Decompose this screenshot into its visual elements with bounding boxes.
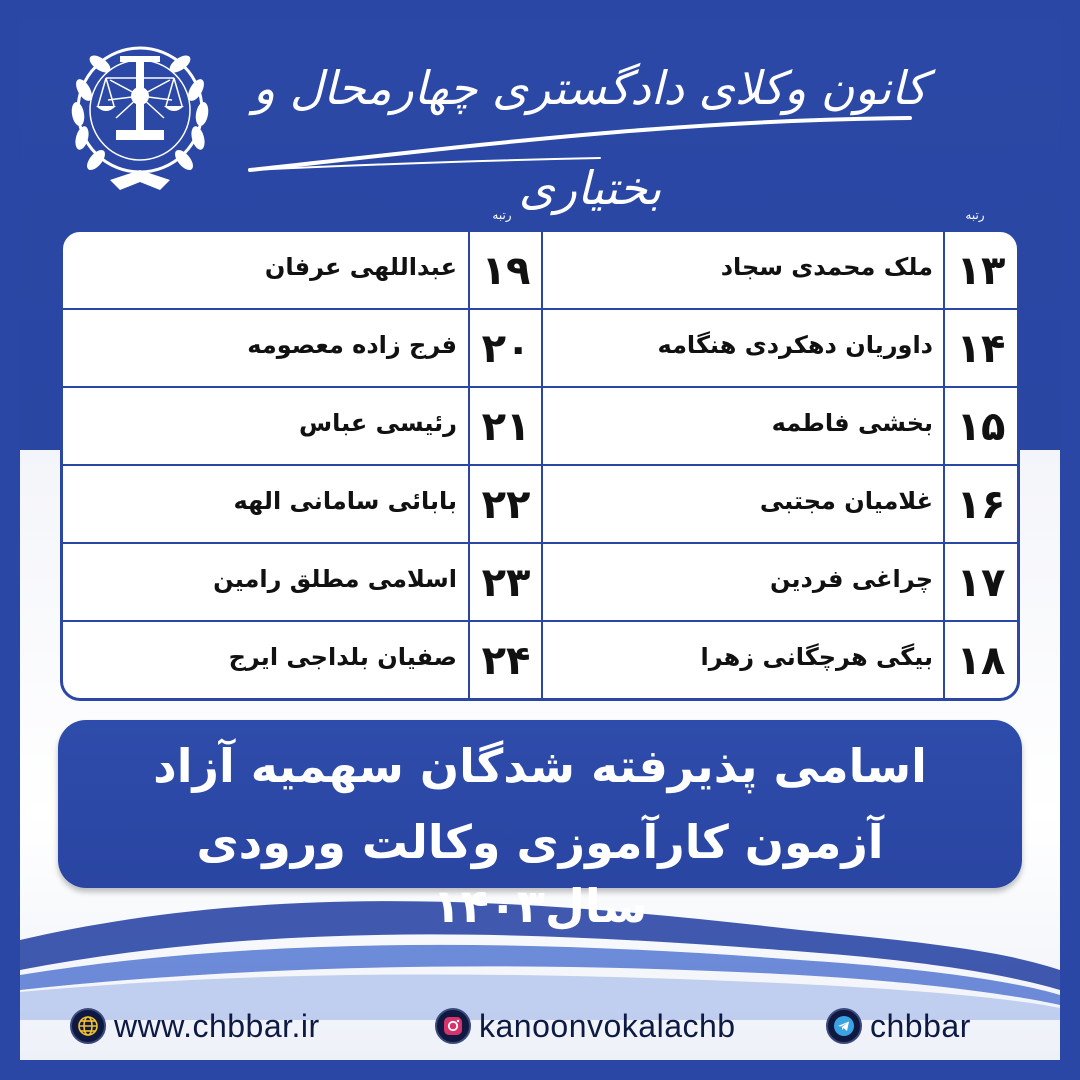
title-underline-swoosh [240, 110, 920, 180]
telegram-icon [826, 1008, 862, 1044]
frame-right [1060, 0, 1080, 1080]
rank-number: ۲۲ [481, 482, 531, 528]
rank-number: ۲۳ [481, 560, 531, 606]
frame-top [0, 0, 1080, 20]
candidate-name: غلامیان مجتبی [759, 487, 933, 515]
rank-header-left: رتبه [492, 208, 512, 222]
table-row [63, 310, 1017, 388]
candidate-name: عبداللهی عرفان [264, 253, 457, 281]
candidate-name: فرج زاده معصومه [247, 331, 457, 359]
candidate-name: صفیان بلداجی ایرج [228, 643, 457, 671]
column-divider [468, 232, 470, 698]
website-text: www.chbbar.ir [114, 1007, 320, 1044]
candidate-name: داوریان دهکردی هنگامه [657, 331, 933, 359]
candidate-name: اسلامی مطلق رامین [213, 565, 457, 593]
table-row [63, 622, 1017, 700]
headline-line-2: آزمون کارآموزی وکالت ورودی سال۱۴۰۳ [196, 815, 884, 933]
rank-number: ۱۷ [956, 560, 1006, 606]
headline-box [58, 720, 1022, 933]
rank-number: ۱۵ [956, 404, 1006, 450]
column-divider [943, 232, 945, 698]
accepted-list-table [60, 229, 1020, 701]
column-divider [541, 232, 543, 698]
rank-number: ۲۱ [481, 404, 531, 450]
candidate-name: بابائی سامانی الهه [233, 487, 457, 515]
frame-bottom [0, 1060, 1080, 1080]
rank-number: ۱۸ [956, 638, 1006, 684]
instagram-icon [435, 1008, 471, 1044]
table-row [63, 388, 1017, 466]
candidate-name: رئیسی عباس [298, 409, 457, 437]
rank-number: ۱۴ [956, 326, 1006, 372]
headline-line-1: اسامی پذیرفته شدگان سهمیه آزاد [153, 739, 927, 793]
rank-number: ۱۶ [956, 482, 1006, 528]
rank-number: ۲۰ [481, 326, 531, 372]
telegram-link[interactable] [826, 1004, 971, 1048]
scales-of-justice-emblem [60, 30, 220, 200]
organization-title: کانون وکلای دادگستری چهارمحال و بختیاری [252, 61, 928, 215]
candidate-name: بخشی فاطمه [771, 409, 933, 437]
rank-number: ۱۹ [481, 248, 531, 294]
telegram-text: chbbar [870, 1007, 971, 1044]
instagram-link[interactable] [435, 1004, 736, 1048]
candidate-name: چراغی فردین [769, 565, 933, 593]
rank-number: ۱۳ [956, 248, 1006, 294]
globe-icon [70, 1008, 106, 1044]
instagram-text: kanoonvokalachb [479, 1007, 736, 1044]
table-row [63, 544, 1017, 622]
candidate-name: ملک محمدی سجاد [720, 253, 933, 281]
rank-number: ۲۴ [481, 638, 531, 684]
candidate-name: بیگی هرچگانی زهرا [700, 643, 933, 671]
frame-left [0, 0, 20, 1080]
rank-header-right: رتبه [965, 208, 985, 222]
table-row [63, 232, 1017, 310]
website-link[interactable] [70, 1004, 320, 1048]
table-row [63, 466, 1017, 544]
